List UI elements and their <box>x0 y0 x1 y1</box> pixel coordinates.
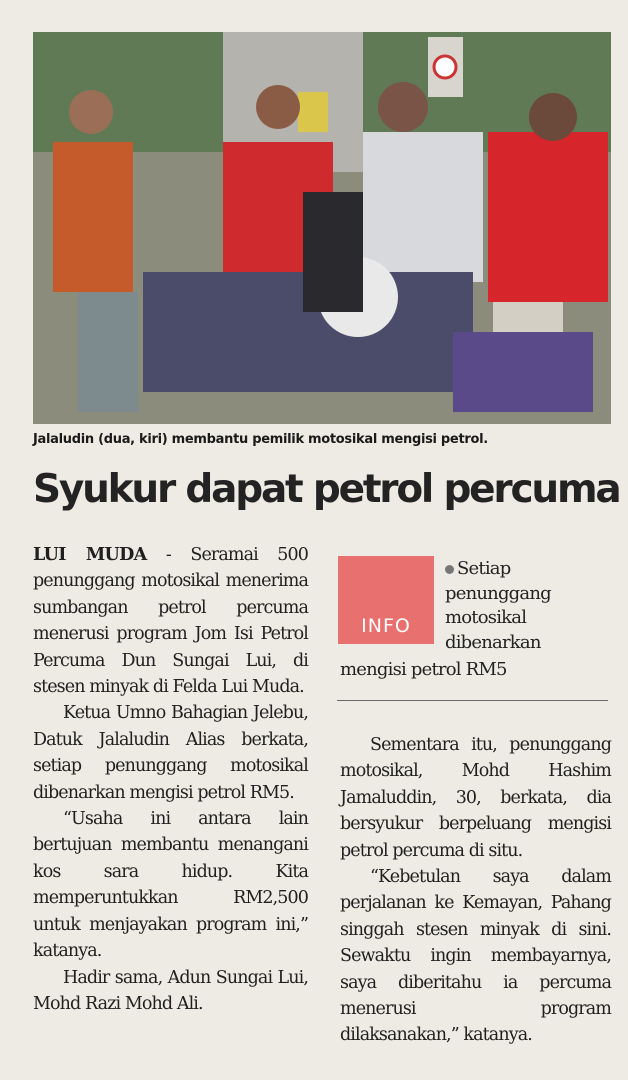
article-left-column <box>33 542 308 1017</box>
divider <box>337 700 608 701</box>
info-line <box>445 557 615 582</box>
info-text-tail: mengisi petrol RM5 <box>340 659 507 680</box>
info-line: motosikal <box>445 607 527 628</box>
info-box <box>338 556 434 644</box>
photo-caption: Jalaludin (dua, kiri) membantu pemilik motosikal mengisi petrol. <box>33 432 488 447</box>
info-text <box>445 557 615 655</box>
info-line: penunggang <box>445 582 551 604</box>
bullet-icon <box>445 565 454 574</box>
article-right-column <box>340 732 611 1049</box>
news-photo <box>33 32 611 424</box>
headline: Syukur dapat petrol percuma <box>33 467 620 512</box>
paragraph: “Kebetulan saya dalam perjalanan ke Kemayan, Pahang singgah stesen minyak di sini. Sewaktu ingin membayarnya, saya diberitahu ia percuma menerusi program dilaksanakan,” katanya. <box>340 867 611 1046</box>
paragraph: Ketua Umno Bahagian Jelebu, Datuk Jalaludin Alias berkata, setiap penunggang motosikal dibenarkan mengisi petrol RM5. <box>33 703 308 803</box>
info-label: INFO <box>361 615 411 637</box>
dateline: LUI MUDA <box>33 545 147 565</box>
paragraph-text: - Seramai 500 penunggang motosikal menerima sumbangan petrol percuma menerusi program Jom Isi Petrol Percuma Dun Sungai Lui, di stesen minyak di Felda Lui Muda. <box>33 545 308 698</box>
paragraph: “Usaha ini antara lain bertujuan membantu menangani kos sara hidup. Kita memperuntukkan RM2,500 untuk menjayakan program ini,” katanya. <box>33 809 308 962</box>
paragraph: Sementara itu, penunggang motosikal, Mohd Hashim Jamaluddin, 30, berkata, dia bersyukur berpeluang mengisi petrol percuma di situ. <box>340 735 611 861</box>
photo-illustration <box>33 32 611 424</box>
info-line: dibenarkan <box>445 631 541 653</box>
lead-paragraph <box>33 542 308 700</box>
paragraph: Hadir sama, Adun Sungai Lui, Mohd Razi Mohd Ali. <box>33 967 308 1014</box>
info-line-text: Setiap <box>457 558 511 579</box>
